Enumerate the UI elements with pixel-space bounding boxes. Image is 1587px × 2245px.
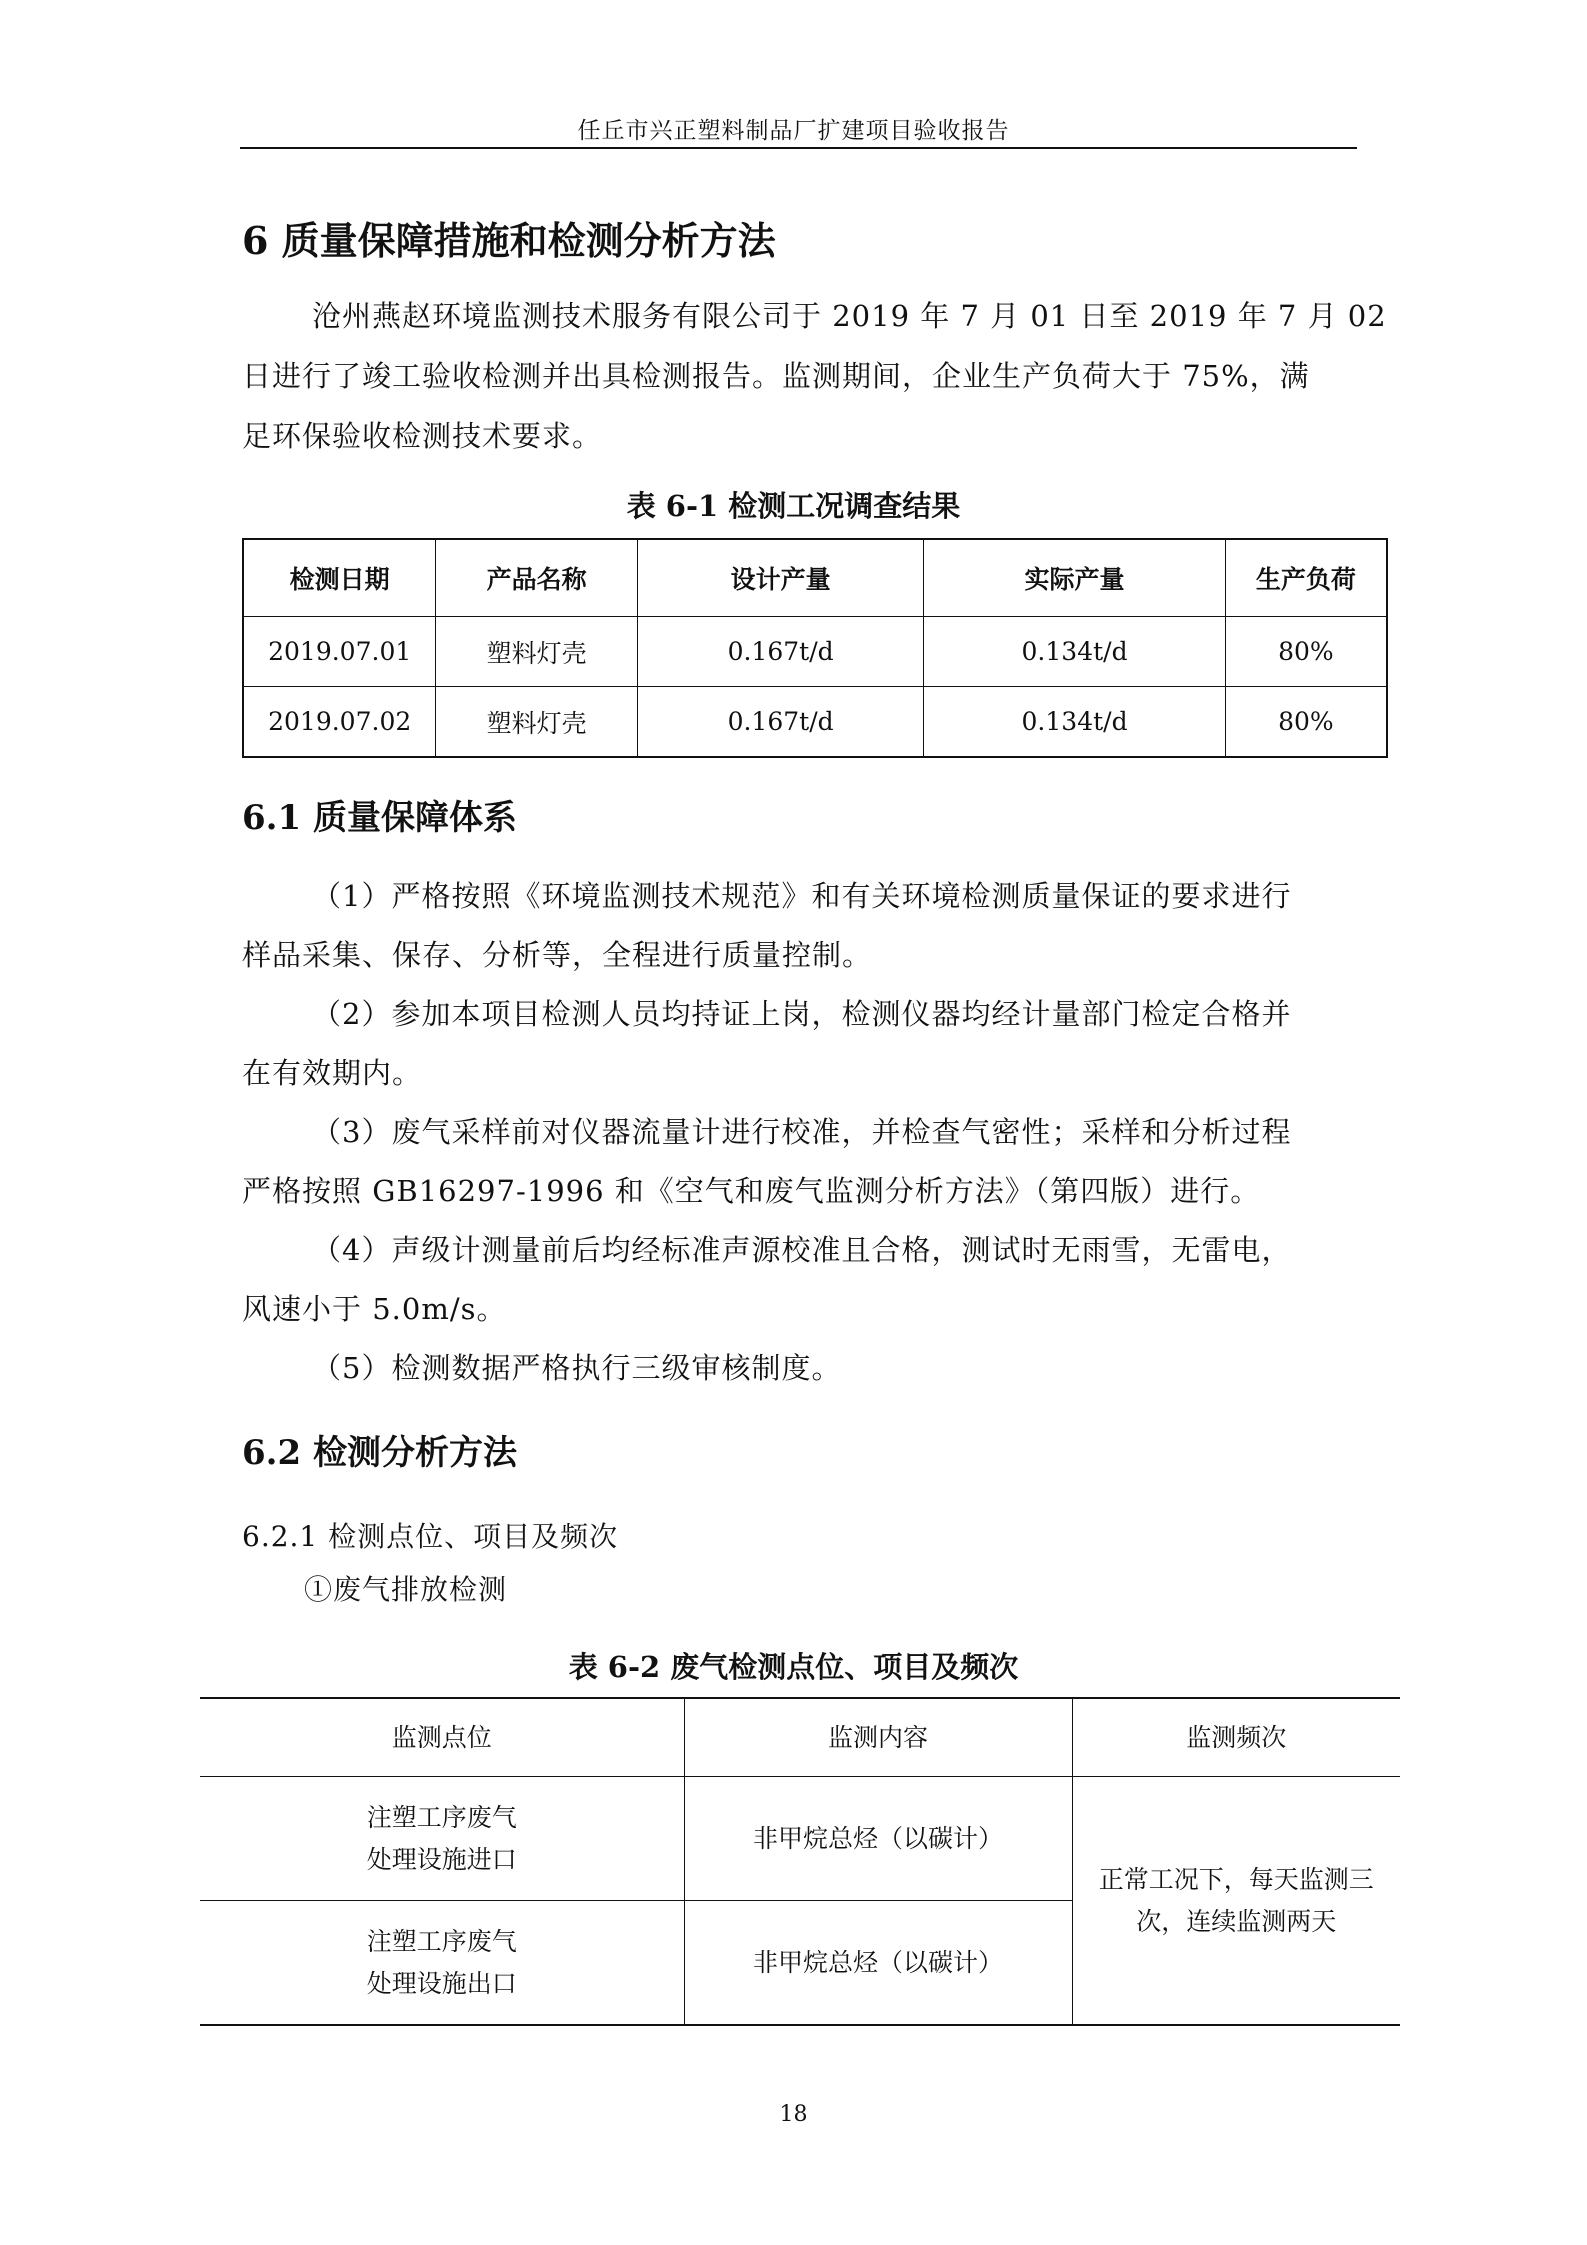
cell-product: 塑料灯壳 [436,617,638,687]
cell-actual-output: 0.134t/d [924,617,1225,687]
cell-monitoring-point [200,1901,684,2026]
table-6-2-caption: 表 6-2 废气检测点位、项目及频次 [568,1650,1019,1684]
page-number: 18 [779,2102,808,2127]
page-header-title: 任丘市兴正塑料制品厂扩建项目验收报告 [577,118,1010,144]
col-header-frequency: 监测频次 [1072,1698,1400,1777]
intro-line-3: 足环保验收检测技术要求。 [242,419,603,453]
col-header-point: 监测点位 [200,1698,684,1777]
col-header-date: 检测日期 [243,539,436,617]
section-6-heading: 6 质量保障措施和检测分析方法 [242,218,776,263]
point-line-2: 处理设施出口 [366,1968,517,1998]
col-header-design-output: 设计产量 [637,539,923,617]
intro-line-1: 沧州燕赵环境监测技术服务有限公司于 2019 年 7 月 01 日至 2019 年 7 月 02 [312,299,1387,333]
qa-line-1: （1）严格按照《环境监测技术规范》和有关环境检测质量保证的要求进行 [312,879,1292,913]
cell-load: 80% [1225,617,1387,687]
intro-line-2: 日进行了竣工验收检测并出具检测报告。监测期间，企业生产负荷大于 75%，满 [242,359,1310,393]
table-6-1-caption: 表 6-1 检测工况调查结果 [626,489,961,523]
table-row [200,1777,1400,1901]
exhaust-monitoring-table [200,1697,1400,2026]
qa-line-5: （3）废气采样前对仪器流量计进行校准，并检查气密性；采样和分析过程 [312,1115,1292,1149]
table-row [243,687,1387,758]
point-line-1: 注塑工序废气 [366,1802,517,1832]
col-header-actual-output: 实际产量 [924,539,1225,617]
qa-line-6: 严格按照 GB16297-1996 和《空气和废气监测分析方法》（第四版）进行。 [242,1174,1261,1208]
qa-line-7: （4）声级计测量前后均经标准声源校准且合格，测试时无雨雪，无雷电， [312,1233,1292,1267]
qa-line-2: 样品采集、保存、分析等，全程进行质量控制。 [242,938,873,972]
work-condition-table [242,538,1388,758]
section-6-1-heading: 6.1 质量保障体系 [242,798,517,838]
section-6-2-1-heading: 6.2.1 检测点位、项目及频次 [242,1520,619,1553]
point-line-1: 注塑工序废气 [366,1926,517,1956]
table-header-row [200,1698,1400,1777]
cell-actual-output: 0.134t/d [924,687,1225,758]
cell-monitoring-point [200,1777,684,1901]
frequency-line-1: 正常工况下，每天监测三 [1098,1864,1374,1894]
cell-monitoring-content: 非甲烷总烃（以碳计） [684,1901,1072,2026]
cell-monitoring-content: 非甲烷总烃（以碳计） [684,1777,1072,1901]
cell-date: 2019.07.01 [243,617,436,687]
qa-line-9: （5）检测数据严格执行三级审核制度。 [312,1351,842,1385]
cell-product: 塑料灯壳 [436,687,638,758]
cell-monitoring-frequency [1072,1777,1400,2026]
cell-design-output: 0.167t/d [637,687,923,758]
qa-line-8: 风速小于 5.0m/s。 [242,1292,507,1326]
col-header-content: 监测内容 [684,1698,1072,1777]
col-header-product: 产品名称 [436,539,638,617]
col-header-load: 生产负荷 [1225,539,1387,617]
qa-line-3: （2）参加本项目检测人员均持证上岗，检测仪器均经计量部门检定合格并 [312,997,1292,1031]
frequency-line-2: 次，连续监测两天 [1136,1906,1337,1936]
cell-load: 80% [1225,687,1387,758]
table-header-row [243,539,1387,617]
qa-line-4: 在有效期内。 [242,1056,423,1090]
cell-date: 2019.07.02 [243,687,436,758]
table-row [243,617,1387,687]
cell-design-output: 0.167t/d [637,617,923,687]
exhaust-item-label: ①废气排放检测 [304,1573,508,1606]
section-6-2-heading: 6.2 检测分析方法 [242,1433,517,1473]
header-divider [240,147,1357,149]
point-line-2: 处理设施进口 [366,1844,517,1874]
